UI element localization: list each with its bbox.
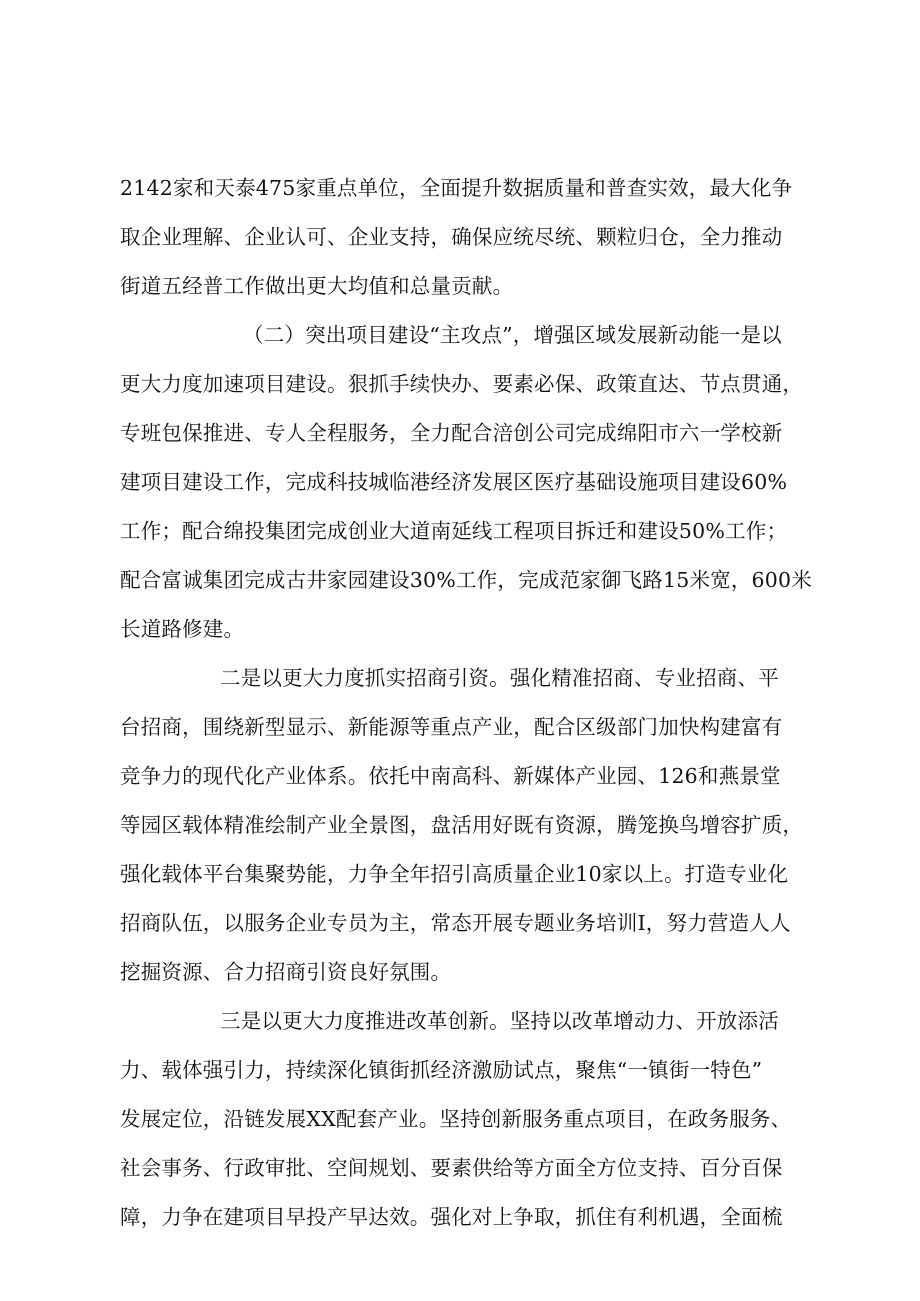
text-line: 街道五经普工作做出更大均值和总量贡献。 bbox=[120, 274, 514, 298]
text-line: 强化载体平台集聚势能，力争全年招引高质量企业10家以上。打造专业化 bbox=[120, 862, 789, 886]
text-line: 社会事务、行政审批、空间规划、要素供给等方面全方位支持、百分百保 bbox=[120, 1156, 783, 1180]
text-line: 长道路修建。 bbox=[120, 617, 245, 641]
paragraph-start-line: 三是以更大力度推进改革创新。坚持以改革增动力、开放添活 bbox=[220, 1009, 779, 1033]
text-line: 建项目建设工作，完成科技城临港经济发展区医疗基础设施项目建设60% bbox=[120, 470, 788, 494]
text-line: 招商队伍，以服务企业专员为主，常态开展专题业务培训I，努力营造人人 bbox=[120, 911, 791, 935]
text-line: 工作；配合绵投集团完成创业大道南延线工程项目拆迁和建设50%工作； bbox=[120, 519, 788, 543]
text-line: 更大力度加速项目建设。狠抓手续快办、要素必保、政策直达、节点贯通， bbox=[120, 372, 804, 396]
text-line: 台招商，围绕新型显示、新能源等重点产业，配合区级部门加快构建富有 bbox=[120, 715, 783, 739]
text-line: 2142家和天泰475家重点单位，全面提升数据质量和普查实效，最大化争 bbox=[120, 176, 793, 200]
section-heading-line: （二）突出项目建设“主攻点”，增强区域发展新动能一是以 bbox=[243, 323, 782, 347]
text-line: 发展定位，沿链发展XX配套产业。坚持创新服务重点项目，在政务服务、 bbox=[120, 1107, 792, 1131]
paragraph-start-line: 二是以更大力度抓实招商引资。强化精准招商、专业招商、平 bbox=[220, 666, 779, 690]
text-line: 挖掘资源、合力招商引资良好氛围。 bbox=[120, 960, 452, 984]
text-line: 配合富诚集团完成古井家园建设30%工作，完成范家御飞路15米宽，600米 bbox=[120, 568, 812, 592]
text-line: 竞争力的现代化产业体系。依托中南高科、新媒体产业园、126和燕景堂 bbox=[120, 764, 781, 788]
text-line: 取企业理解、企业认可、企业支持，确保应统尽统、颗粒归仓，全力推动 bbox=[120, 225, 783, 249]
text-line: 等园区载体精准绘制产业全景图，盘活用好既有资源，腾笼换鸟增容扩质， bbox=[120, 813, 804, 837]
text-line: 障，力争在建项目早投产早达效。强化对上争取，抓住有利机遇，全面梳 bbox=[120, 1205, 783, 1229]
text-line: 力、载体强引力，持续深化镇街抓经济激励试点，聚焦“一镇街一特色” bbox=[120, 1058, 763, 1082]
text-line: 专班包保推进、专人全程服务，全力配合涪创公司完成绵阳市六一学校新 bbox=[120, 421, 783, 445]
